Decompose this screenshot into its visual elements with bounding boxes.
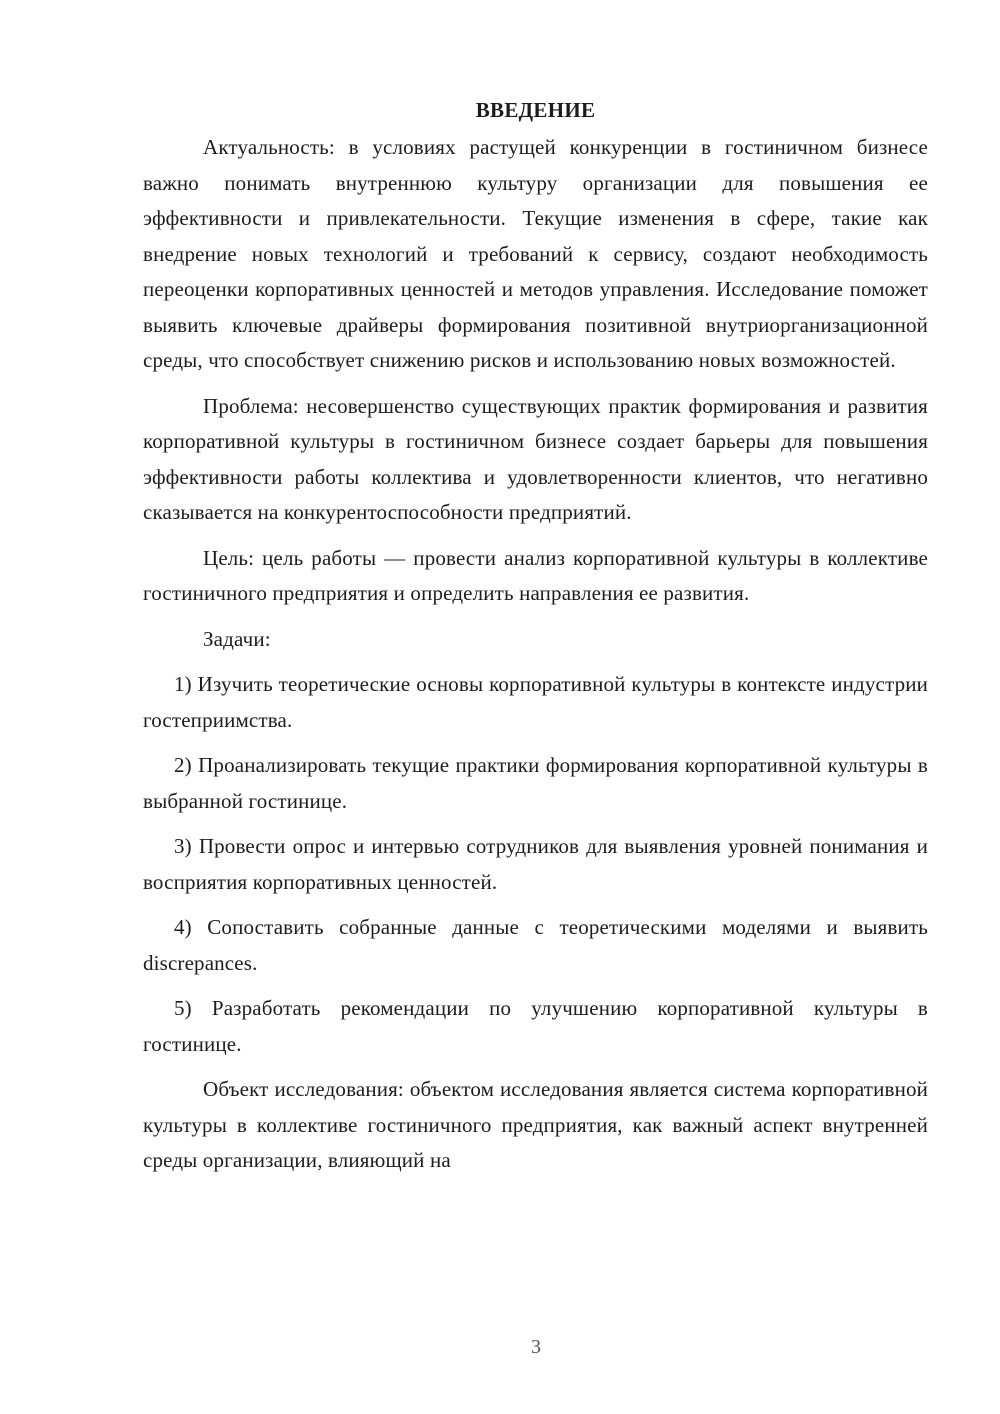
document-page xyxy=(143,92,928,1179)
task-item-4: 4) Сопоставить собранные данные с теоретическими моделями и выявить discrepances. xyxy=(143,915,928,975)
task-item-2: 2) Проанализировать текущие практики формирования корпоративной культуры в выбранной гостинице. xyxy=(143,753,928,813)
paragraph-object: Объект исследования: объектом исследования является система корпоративной культуры в коллективе гостиничного предприятия, как важный аспект внутренней среды организации, влияющий на xyxy=(143,1077,928,1172)
tasks-heading: Задачи: xyxy=(203,626,271,651)
paragraph-problem: Проблема: несовершенство существующих практик формирования и развития корпоративной культуры в гостиничном бизнесе создает барьеры для повышения эффективности работы коллектива и удовлетворенности клиентов, что негативно сказывается на конкурентоспособности предприятий. xyxy=(143,393,928,524)
paragraph-relevance: Актуальность: в условиях растущей конкуренции в гостиничном бизнесе важно понимать внутреннюю культуру организации для повышения ее эффективности и привлекательности. Текущие изменения в сфере, такие как внедрение новых технологий и требований к сервису, создают необходимость переоценки корпоративных ценностей и методов управления. Исследование поможет выявить ключевые драйверы формирования позитивной внутриорганизационной среды, что способствует снижению рисков и использованию новых возможностей. xyxy=(143,135,928,372)
section-heading: ВВЕДЕНИЕ xyxy=(475,98,596,122)
task-item-1: 1) Изучить теоретические основы корпоративной культуры в контексте индустрии гостеприимства. xyxy=(143,672,928,732)
task-item-3: 3) Провести опрос и интервью сотрудников для выявления уровней понимания и восприятия корпоративных ценностей. xyxy=(143,834,928,894)
paragraph-goal: Цель: цель работы — провести анализ корпоративной культуры в коллективе гостиничного предприятия и определить направления ее развития. xyxy=(143,545,928,605)
task-item-5: 5) Разработать рекомендации по улучшению корпоративной культуры в гостинице. xyxy=(143,996,928,1056)
page-number: 3 xyxy=(531,1336,541,1358)
